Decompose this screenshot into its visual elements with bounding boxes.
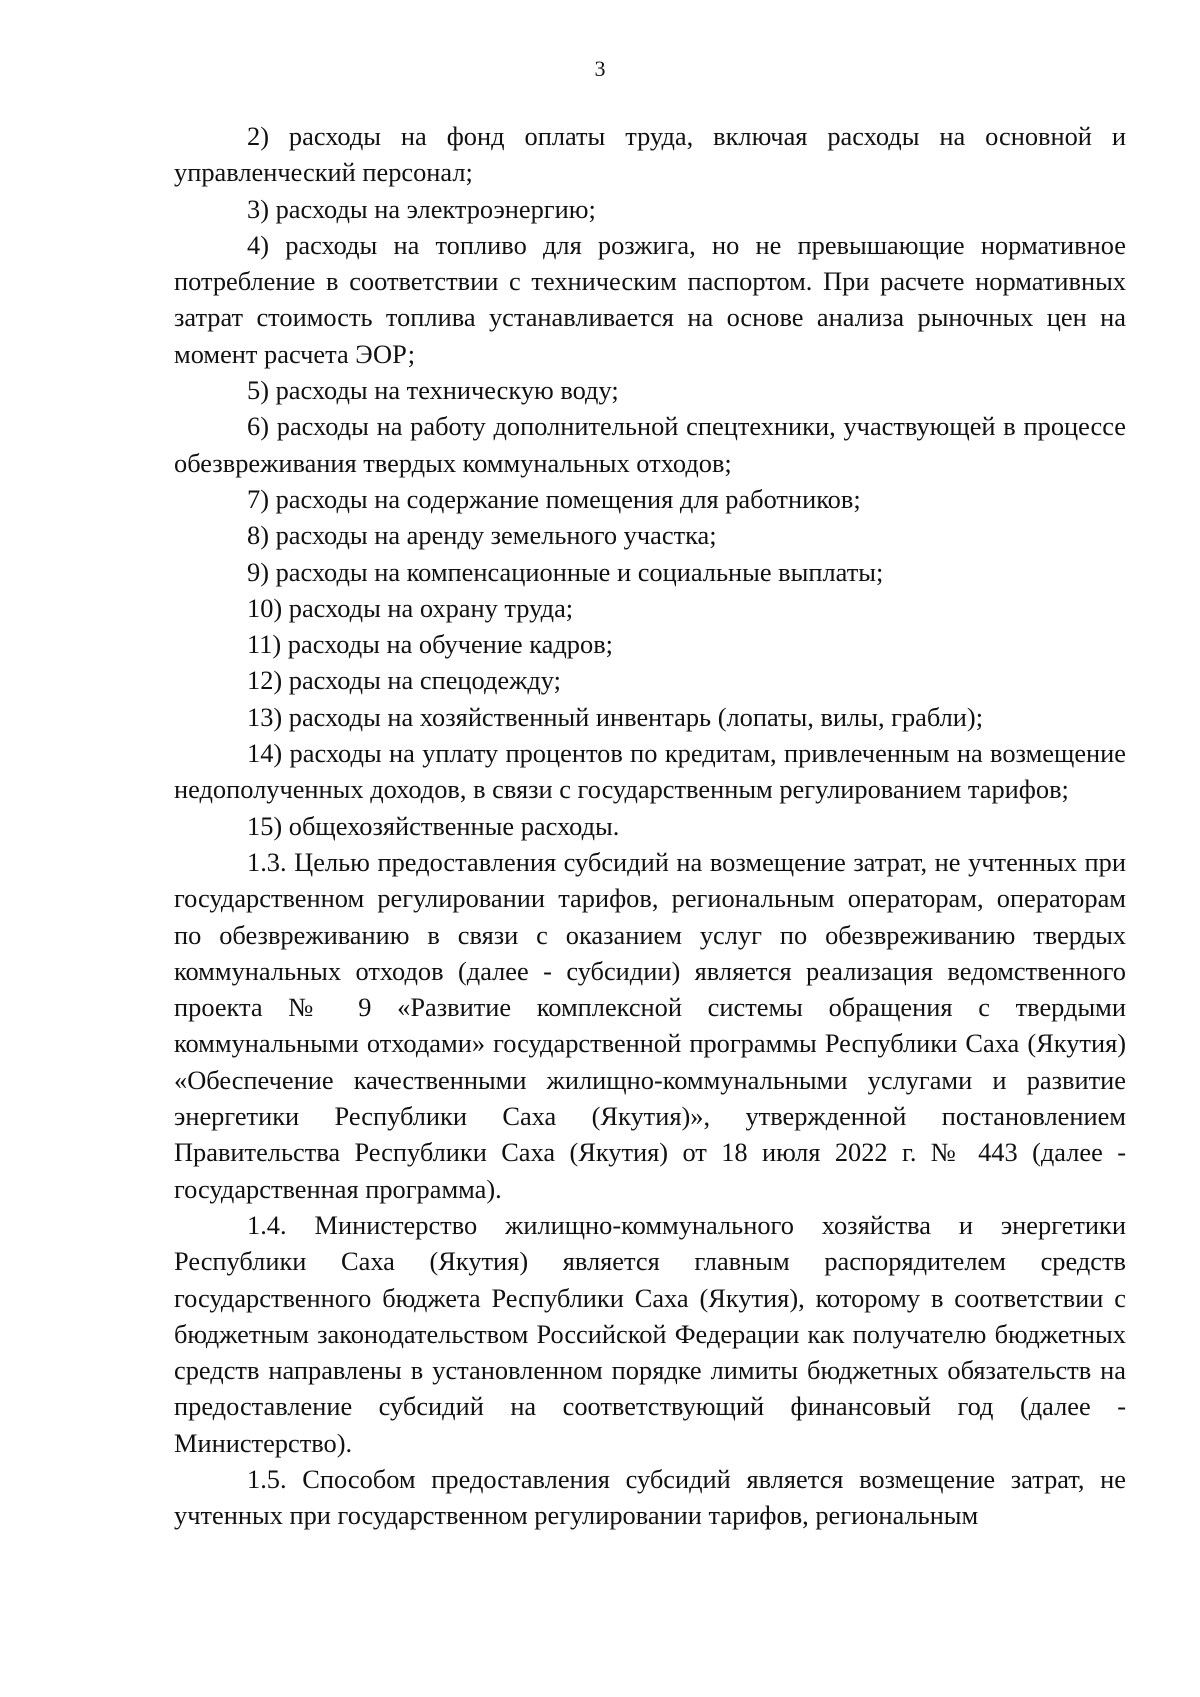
list-item-6: 6) расходы на работу дополнительной спецтехники, участвующей в процессе обезвреживания твердых коммунальных отходов; (174, 411, 1126, 478)
section-1-3: 1.3. Целью предоставления субсидий на возмещение затрат, не учтенных при государственном регулировании тарифов, региональным операторам, операторам по обезвреживанию в связи с оказанием услуг по обезвреживанию твердых коммунальных отходов (далее - субсидии) является реализация ведомственного проекта № 9 «Развитие комплексной системы обращения с твердыми коммунальными отходами» государственной программы Республики Саха (Якутия) «Обеспечение качественными жилищно-коммунальными услугами и развитие энергетики Республики Саха (Якутия)», утвержденной постановлением Правительства Республики Саха (Якутия) от 18 июля 2022 г. № 443 (далее - государственная программа). (174, 846, 1126, 1204)
section-1-4: 1.4. Министерство жилищно-коммунального хозяйства и энергетики Республики Саха (Якутия) является главным распорядителем средств государственного бюджета Республики Саха (Якутия), которому в соответствии с бюджетным законодательством Российской Федерации как получателю бюджетных средств направлены в установленном порядке лимиты бюджетных обязательств на предоставление субсидий на соответствующий финансовый год (далее - Министерство). (174, 1209, 1126, 1458)
list-item-9: 9) расходы на компенсационные и социальные выплаты; (247, 556, 884, 587)
list-item-11: 11) расходы на обучение кадров; (247, 629, 613, 660)
list-item-4: 4) расходы на топливо для розжига, но не превышающие нормативное потребление в соответствии с техническим паспортом. При расчете нормативных затрат стоимость топлива устанавливается на основе анализа рыночных цен на момент расчета ЭОР; (174, 229, 1126, 369)
list-item-15: 15) общехозяйственные расходы. (247, 810, 620, 841)
list-item-3: 3) расходы на электроэнергию; (247, 193, 596, 224)
list-item-13: 13) расходы на хозяйственный инвентарь (лопаты, вилы, грабли); (247, 701, 984, 732)
list-item-5: 5) расходы на техническую воду; (247, 375, 619, 406)
list-item-8: 8) расходы на аренду земельного участка; (247, 520, 717, 551)
list-item-10: 10) расходы на охрану труда; (247, 592, 574, 623)
page-number: 3 (594, 56, 606, 81)
list-item-2: 2) расходы на фонд оплаты труда, включая расходы на основной и управленческий персонал; (174, 121, 1126, 188)
list-item-12: 12) расходы на спецодежду; (247, 665, 561, 696)
list-item-14: 14) расходы на уплату процентов по кредитам, привлеченным на возмещение недополученных доходов, в связи с государственным регулированием тарифов; (174, 738, 1126, 805)
list-item-7: 7) расходы на содержание помещения для работников; (247, 483, 861, 514)
document-body (174, 118, 1126, 1534)
section-1-5: 1.5. Способом предоставления субсидий является возмещение затрат, не учтенных при государственном регулировании тарифов, региональным (174, 1463, 1126, 1531)
